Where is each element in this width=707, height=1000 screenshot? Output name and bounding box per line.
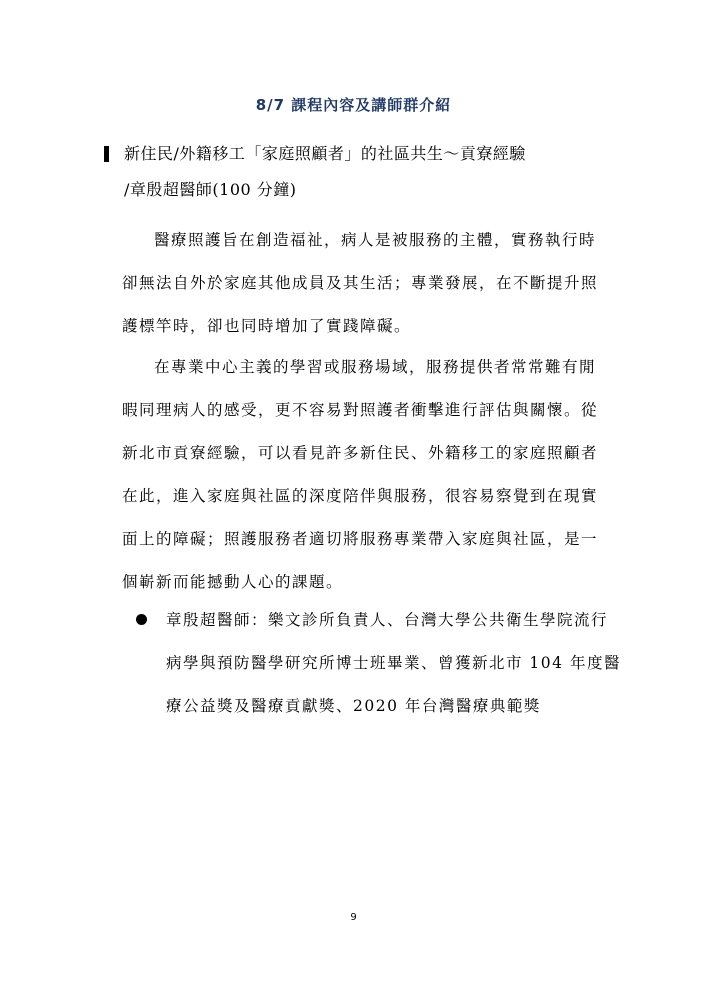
section-heading-line-1: 新住民/外籍移工「家庭照顧者」的社區共生～貢寮經驗: [124, 144, 526, 163]
paragraph-2-line: 在專業中心主義的學習或服務場域，服務提供者常常難有閒: [154, 358, 597, 376]
bullet-icon: [136, 614, 147, 625]
paragraph-2-line: 在此，進入家庭與社區的深度陪伴與服務，很容易察覺到在現實: [122, 487, 599, 505]
speaker-bio-line: 療公益獎及醫療貢獻獎、2020 年台灣醫療典範獎: [166, 697, 541, 715]
speaker-bio-line: 章殷超醫師：樂文診所負責人、台灣大學公共衛生學院流行: [166, 611, 609, 629]
paragraph-1-line: 護標竿時，卻也同時增加了實踐障礙。: [122, 317, 412, 335]
paragraph-2-line: 面上的障礙；照護服務者適切將服務專業帶入家庭與社區，是一: [122, 530, 599, 548]
paragraph-1-line: 醫療照護旨在創造福祉，病人是被服務的主體，實務執行時: [154, 231, 597, 249]
page-title: 8/7 課程內容及講師群介紹: [255, 96, 452, 114]
paragraph-2-line: 個嶄新而能撼動人心的課題。: [122, 573, 344, 591]
paragraph-2-line: 暇同理病人的感受，更不容易對照護者衝擊進行評估與關懷。從: [122, 401, 599, 419]
section-heading-line-2: /章殷超醫師(100 分鐘): [124, 180, 297, 199]
paragraph-2-line: 新北市貢寮經驗，可以看見許多新住民、外籍移工的家庭照顧者: [122, 444, 599, 462]
speaker-bio-line: 病學與預防醫學研究所博士班畢業、曾獲新北市 104 年度醫: [166, 654, 621, 672]
page-number: 9: [350, 912, 357, 923]
paragraph-1-line: 卻無法自外於家庭其他成員及其生活；專業發展，在不斷提升照: [122, 274, 599, 292]
heading-marker-bar: [104, 146, 109, 162]
